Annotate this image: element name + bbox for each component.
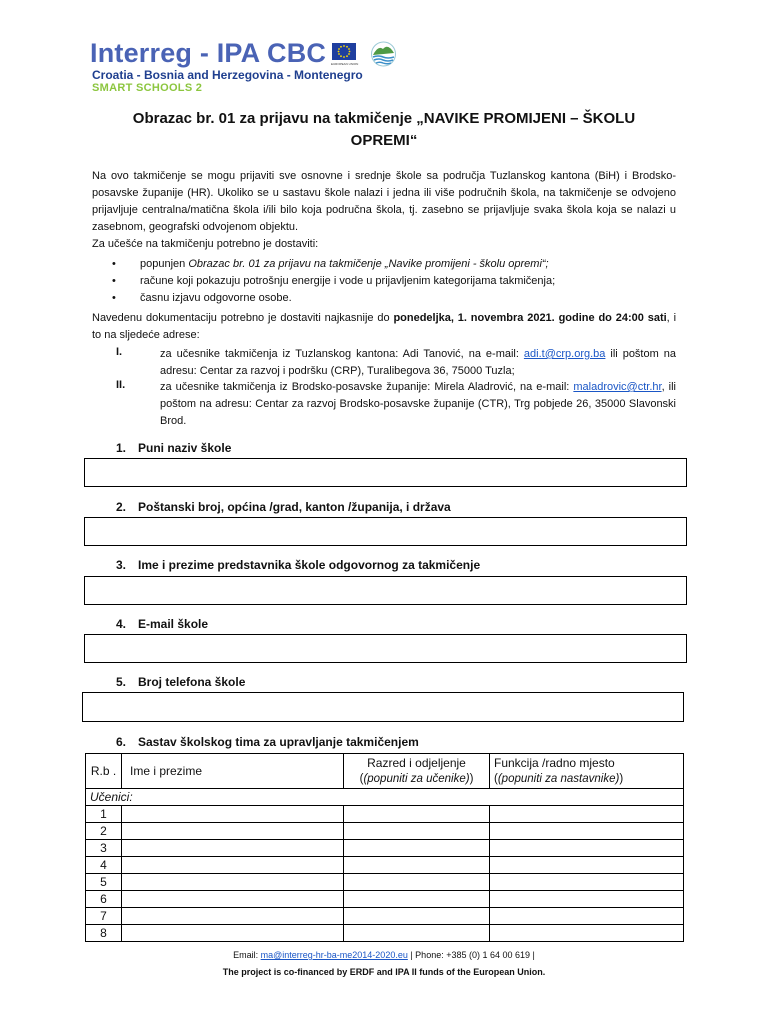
name-cell[interactable] [122, 925, 344, 942]
table-row [86, 823, 684, 840]
field-label-text: Poštanski broj, općina /grad, kanton /županija, i država [138, 500, 451, 514]
column-header-class: Razred i odjeljenje ((popuniti za učenike)) [344, 754, 490, 789]
footer-phone: | Phone: +385 (0) 1 64 00 619 | [407, 950, 535, 960]
name-cell[interactable] [122, 874, 344, 891]
bullet-item [112, 256, 676, 273]
table-section-row [86, 789, 684, 806]
school-email-input[interactable] [84, 634, 687, 663]
field-label-text: Ime i prezime predstavnika škole odgovornog za takmičenje [138, 558, 481, 572]
requirements-intro: Za učešće na takmičenju potrebno je dostaviti: [92, 238, 319, 250]
deadline-paragraph [92, 310, 676, 344]
column-header-class-title: Razred i odjeljenje [367, 756, 466, 770]
row-number: 4 [86, 857, 122, 874]
column-header-rb: R.b . [86, 754, 122, 789]
field-number: 1. [116, 441, 127, 455]
field-label-email [116, 617, 208, 631]
field-label-team [116, 735, 419, 749]
email-link-brod[interactable]: maladrovic@ctr.hr [573, 381, 662, 393]
bullet-dot-icon: • [112, 292, 116, 304]
table-row [86, 857, 684, 874]
bullet-item [112, 273, 676, 290]
class-cell[interactable] [344, 857, 490, 874]
deadline-date: ponedeljka, 1. novembra 2021. godine do 24:00 sati [393, 312, 667, 324]
row-number: 5 [86, 874, 122, 891]
column-header-name: Ime i prezime [122, 754, 344, 789]
field-label-text: E-mail škole [138, 617, 209, 631]
name-cell[interactable] [122, 806, 344, 823]
field-number: 2. [116, 500, 127, 514]
name-cell[interactable] [122, 891, 344, 908]
program-logo-subtitle: Croatia - Bosnia and Herzegovina - Montenegro [92, 68, 363, 82]
form-title: Obrazac br. 01 za prijavu na takmičenje „NAVIKE PROMIJENI – ŠKOLU OPREMI“ [132, 110, 636, 149]
row-number: 2 [86, 823, 122, 840]
bullet-item [112, 290, 676, 307]
field-label-text: Puni naziv škole [138, 441, 232, 455]
deadline-text: , i to na sljedeće adrese: [92, 312, 677, 341]
function-cell[interactable] [490, 908, 684, 925]
name-cell[interactable] [122, 823, 344, 840]
function-cell[interactable] [490, 857, 684, 874]
team-table [85, 753, 684, 942]
footer-cofinance: The project is co-financed by ERDF and IPA II funds of the European Union. [222, 967, 546, 977]
school-name-input[interactable] [84, 458, 687, 487]
address-text: za učesnike takmičenja iz Brodsko-posavske županije: Mirela Aladrović, na e-mail: [160, 381, 574, 393]
column-header-class-note: (popuniti za učenike) [363, 773, 470, 785]
eu-caption: EUROPEAN UNION [331, 62, 359, 66]
field-label-address [116, 500, 451, 514]
class-cell[interactable] [344, 891, 490, 908]
address-text: , ili poštom na adresu: Centar za razvoj Brodsko-posavske županije (CTR), Trg pobjede 26, 35000 Slavonski Brod. [160, 381, 676, 427]
class-cell[interactable] [344, 806, 490, 823]
address-tuzla [160, 346, 676, 380]
school-phone-input[interactable] [82, 692, 684, 722]
bullet-text: račune koji pokazuju potrošnju energije i vode u prijavljenim kategorijama takmičenja; [140, 275, 556, 287]
name-cell[interactable] [122, 840, 344, 857]
field-number: 4. [116, 617, 127, 631]
table-row [86, 908, 684, 925]
function-cell[interactable] [490, 925, 684, 942]
field-label-representative [116, 558, 480, 572]
bullet-dot-icon: • [112, 275, 116, 287]
column-header-function: Funkcija /radno mjesto ((popuniti za nastavnike)) [490, 754, 684, 789]
email-link-tuzla[interactable]: adi.t@crp.org.ba [523, 348, 606, 360]
column-header-function-note: (popuniti za nastavnike) [497, 773, 620, 785]
bullet-text: popunjen [140, 258, 189, 270]
footer-email-label: Email: [233, 950, 261, 960]
table-row [86, 891, 684, 908]
row-number: 7 [86, 908, 122, 925]
school-address-input[interactable] [84, 517, 687, 546]
table-header-row [86, 754, 684, 789]
row-number: 1 [86, 806, 122, 823]
footer-email-link[interactable]: ma@interreg-hr-ba-me2014-2020.eu [260, 950, 408, 960]
field-label-school-name [116, 441, 231, 455]
deadline-text: Navedenu dokumentaciju potrebno je dostaviti najkasnije do [92, 312, 394, 324]
program-logo-title: Interreg - IPA CBC [90, 38, 327, 68]
field-number: 5. [116, 675, 127, 689]
name-cell[interactable] [122, 908, 344, 925]
function-cell[interactable] [490, 891, 684, 908]
row-number: 6 [86, 891, 122, 908]
row-number: 8 [86, 925, 122, 942]
name-cell[interactable] [122, 857, 344, 874]
class-cell[interactable] [344, 874, 490, 891]
footer-contact [0, 950, 768, 960]
class-cell[interactable] [344, 823, 490, 840]
table-row [86, 925, 684, 942]
class-cell[interactable] [344, 908, 490, 925]
column-header-function-title: Funkcija /radno mjesto [494, 756, 615, 770]
section-label-students: Učenici: [86, 789, 684, 806]
eu-flag-icon [332, 43, 356, 60]
class-cell[interactable] [344, 925, 490, 942]
bullet-text-italic: Obrazac br. 01 za prijavu na takmičenje „Navike promijeni - školu opremi“; [188, 258, 549, 270]
field-number: 6. [116, 735, 127, 749]
class-cell[interactable] [344, 840, 490, 857]
bullet-text: časnu izjavu odgovorne osobe. [140, 292, 292, 304]
bullet-dot-icon: • [112, 258, 116, 270]
table-row [86, 806, 684, 823]
project-emblem-icon [370, 40, 397, 68]
table-row [86, 874, 684, 891]
field-label-text: Broj telefona škole [138, 675, 246, 689]
project-name: SMART SCHOOLS 2 [92, 82, 203, 94]
address-number: II. [116, 379, 126, 391]
table-row [86, 840, 684, 857]
representative-input[interactable] [84, 576, 687, 605]
function-cell[interactable] [490, 823, 684, 840]
field-label-phone [116, 675, 245, 689]
function-cell[interactable] [490, 840, 684, 857]
address-number: I. [116, 346, 123, 358]
field-number: 3. [116, 558, 127, 572]
address-brod [160, 379, 676, 430]
address-text: ili poštom na adresu: Centar za razvoj i podršku (CRP), Turalibegova 36, 75000 Tuzla; [160, 348, 676, 377]
function-cell[interactable] [490, 806, 684, 823]
intro-paragraph: Na ovo takmičenje se mogu prijaviti sve osnovne i srednje škole sa područja Tuzlanskog kantona (BiH) i Brodsko-posavske županije (HR). Ukoliko se u sastavu škole nalazi i jedna ili više područnih škola, na takmičenje se odvojeno prijavljuje centralna/matična škola i/ili bilo koja područna škola, tj. zasebno se prijavljuje svaka škola koja se nalazi u zasebnom, geografski odvojenom objektu. [92, 170, 676, 233]
function-cell[interactable] [490, 874, 684, 891]
row-number: 3 [86, 840, 122, 857]
address-text: za učesnike takmičenja iz Tuzlanskog kantona: Adi Tanović, na e-mail: [160, 348, 524, 360]
field-label-text: Sastav školskog tima za upravljanje takmičenjem [138, 735, 419, 749]
